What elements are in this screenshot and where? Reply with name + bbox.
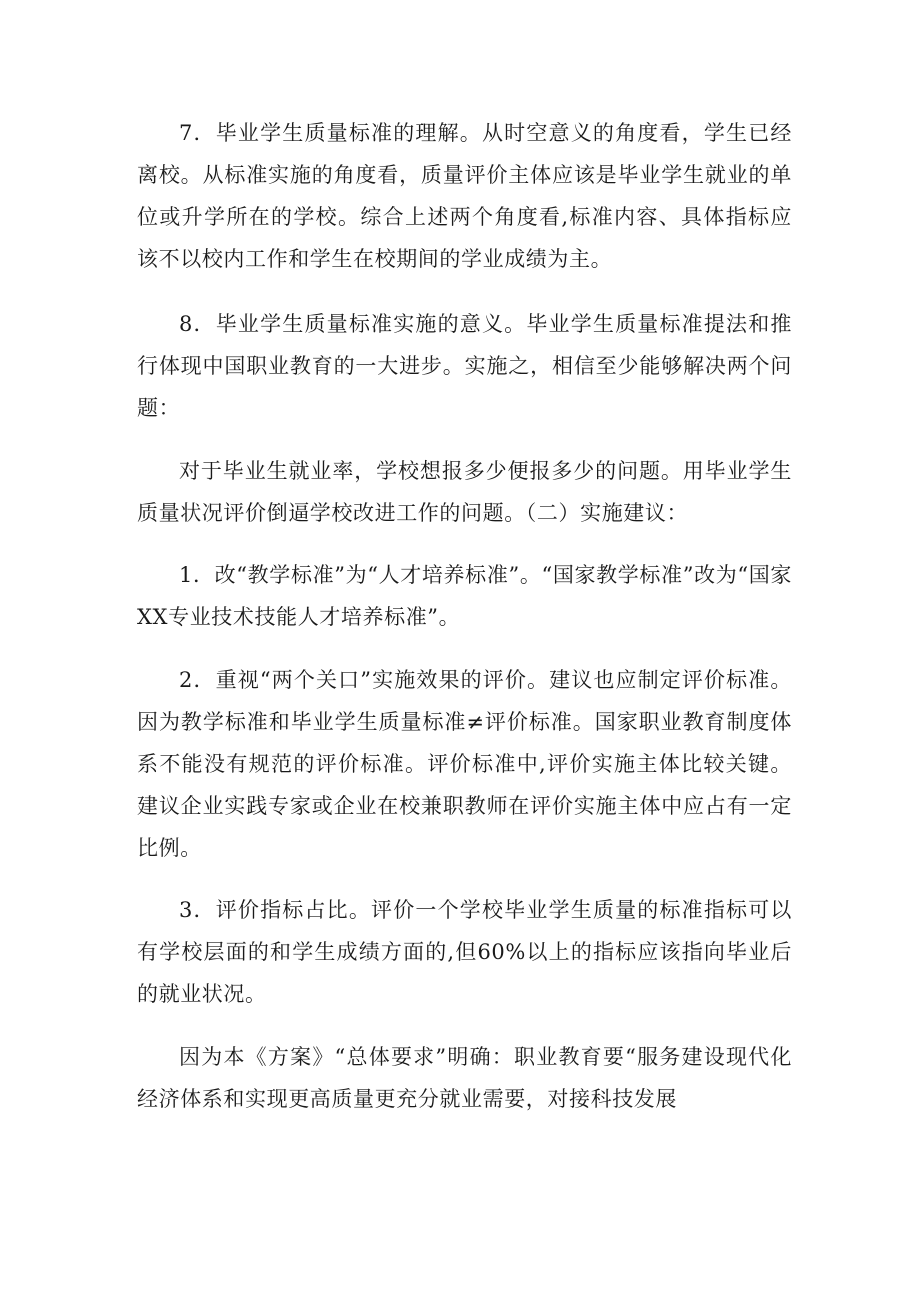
paragraph-suggestion-3: 3．评价指标占比。评价一个学校毕业学生质量的标准指标可以有学校层面的和学生成绩方面的,但60%以上的指标应该指向毕业后的就业状况。 [137, 898, 792, 1006]
paragraph-suggestion-1: 1．改“教学标准”为“人才培养标准”。“国家教学标准”改为“国家XX专业技术技能人才培养标准”。 [137, 563, 792, 629]
document-body [137, 112, 792, 1120]
paragraph-employment-rate: 对于毕业生就业率，学校想报多少便报多少的问题。用毕业学生质量状况评价倒逼学校改进工作的问题。（二）实施建议： [137, 459, 792, 525]
paragraph-suggestion-2: 2．重视“两个关口”实施效果的评价。建议也应制定评价标准。因为教学标准和毕业学生质量标准≠评价标准。国家职业教育制度体系不能没有规范的评价标准。评价标准中,评价实施主体比较关键。建议企业实践专家或企业在校兼职教师在评价实施主体中应占有一定比例。 [137, 668, 792, 860]
paragraph-8-standard-significance: 8．毕业学生质量标准实施的意义。毕业学生质量标准提法和推行体现中国职业教育的一大进步。实施之，相信至少能够解决两个问题： [137, 312, 792, 420]
paragraph-7-graduate-standard-understanding: 7．毕业学生质量标准的理解。从时空意义的角度看，学生已经离校。从标准实施的角度看，质量评价主体应该是毕业学生就业的单位或升学所在的学校。综合上述两个角度看,标准内容、具体指标应该不以校内工作和学生在校期间的学业成绩为主。 [137, 121, 792, 271]
paragraph-plan-requirements: 因为本《方案》“总体要求”明确：职业教育要“服务建设现代化经济体系和实现更高质量更充分就业需要，对接科技发展 [137, 1045, 792, 1111]
